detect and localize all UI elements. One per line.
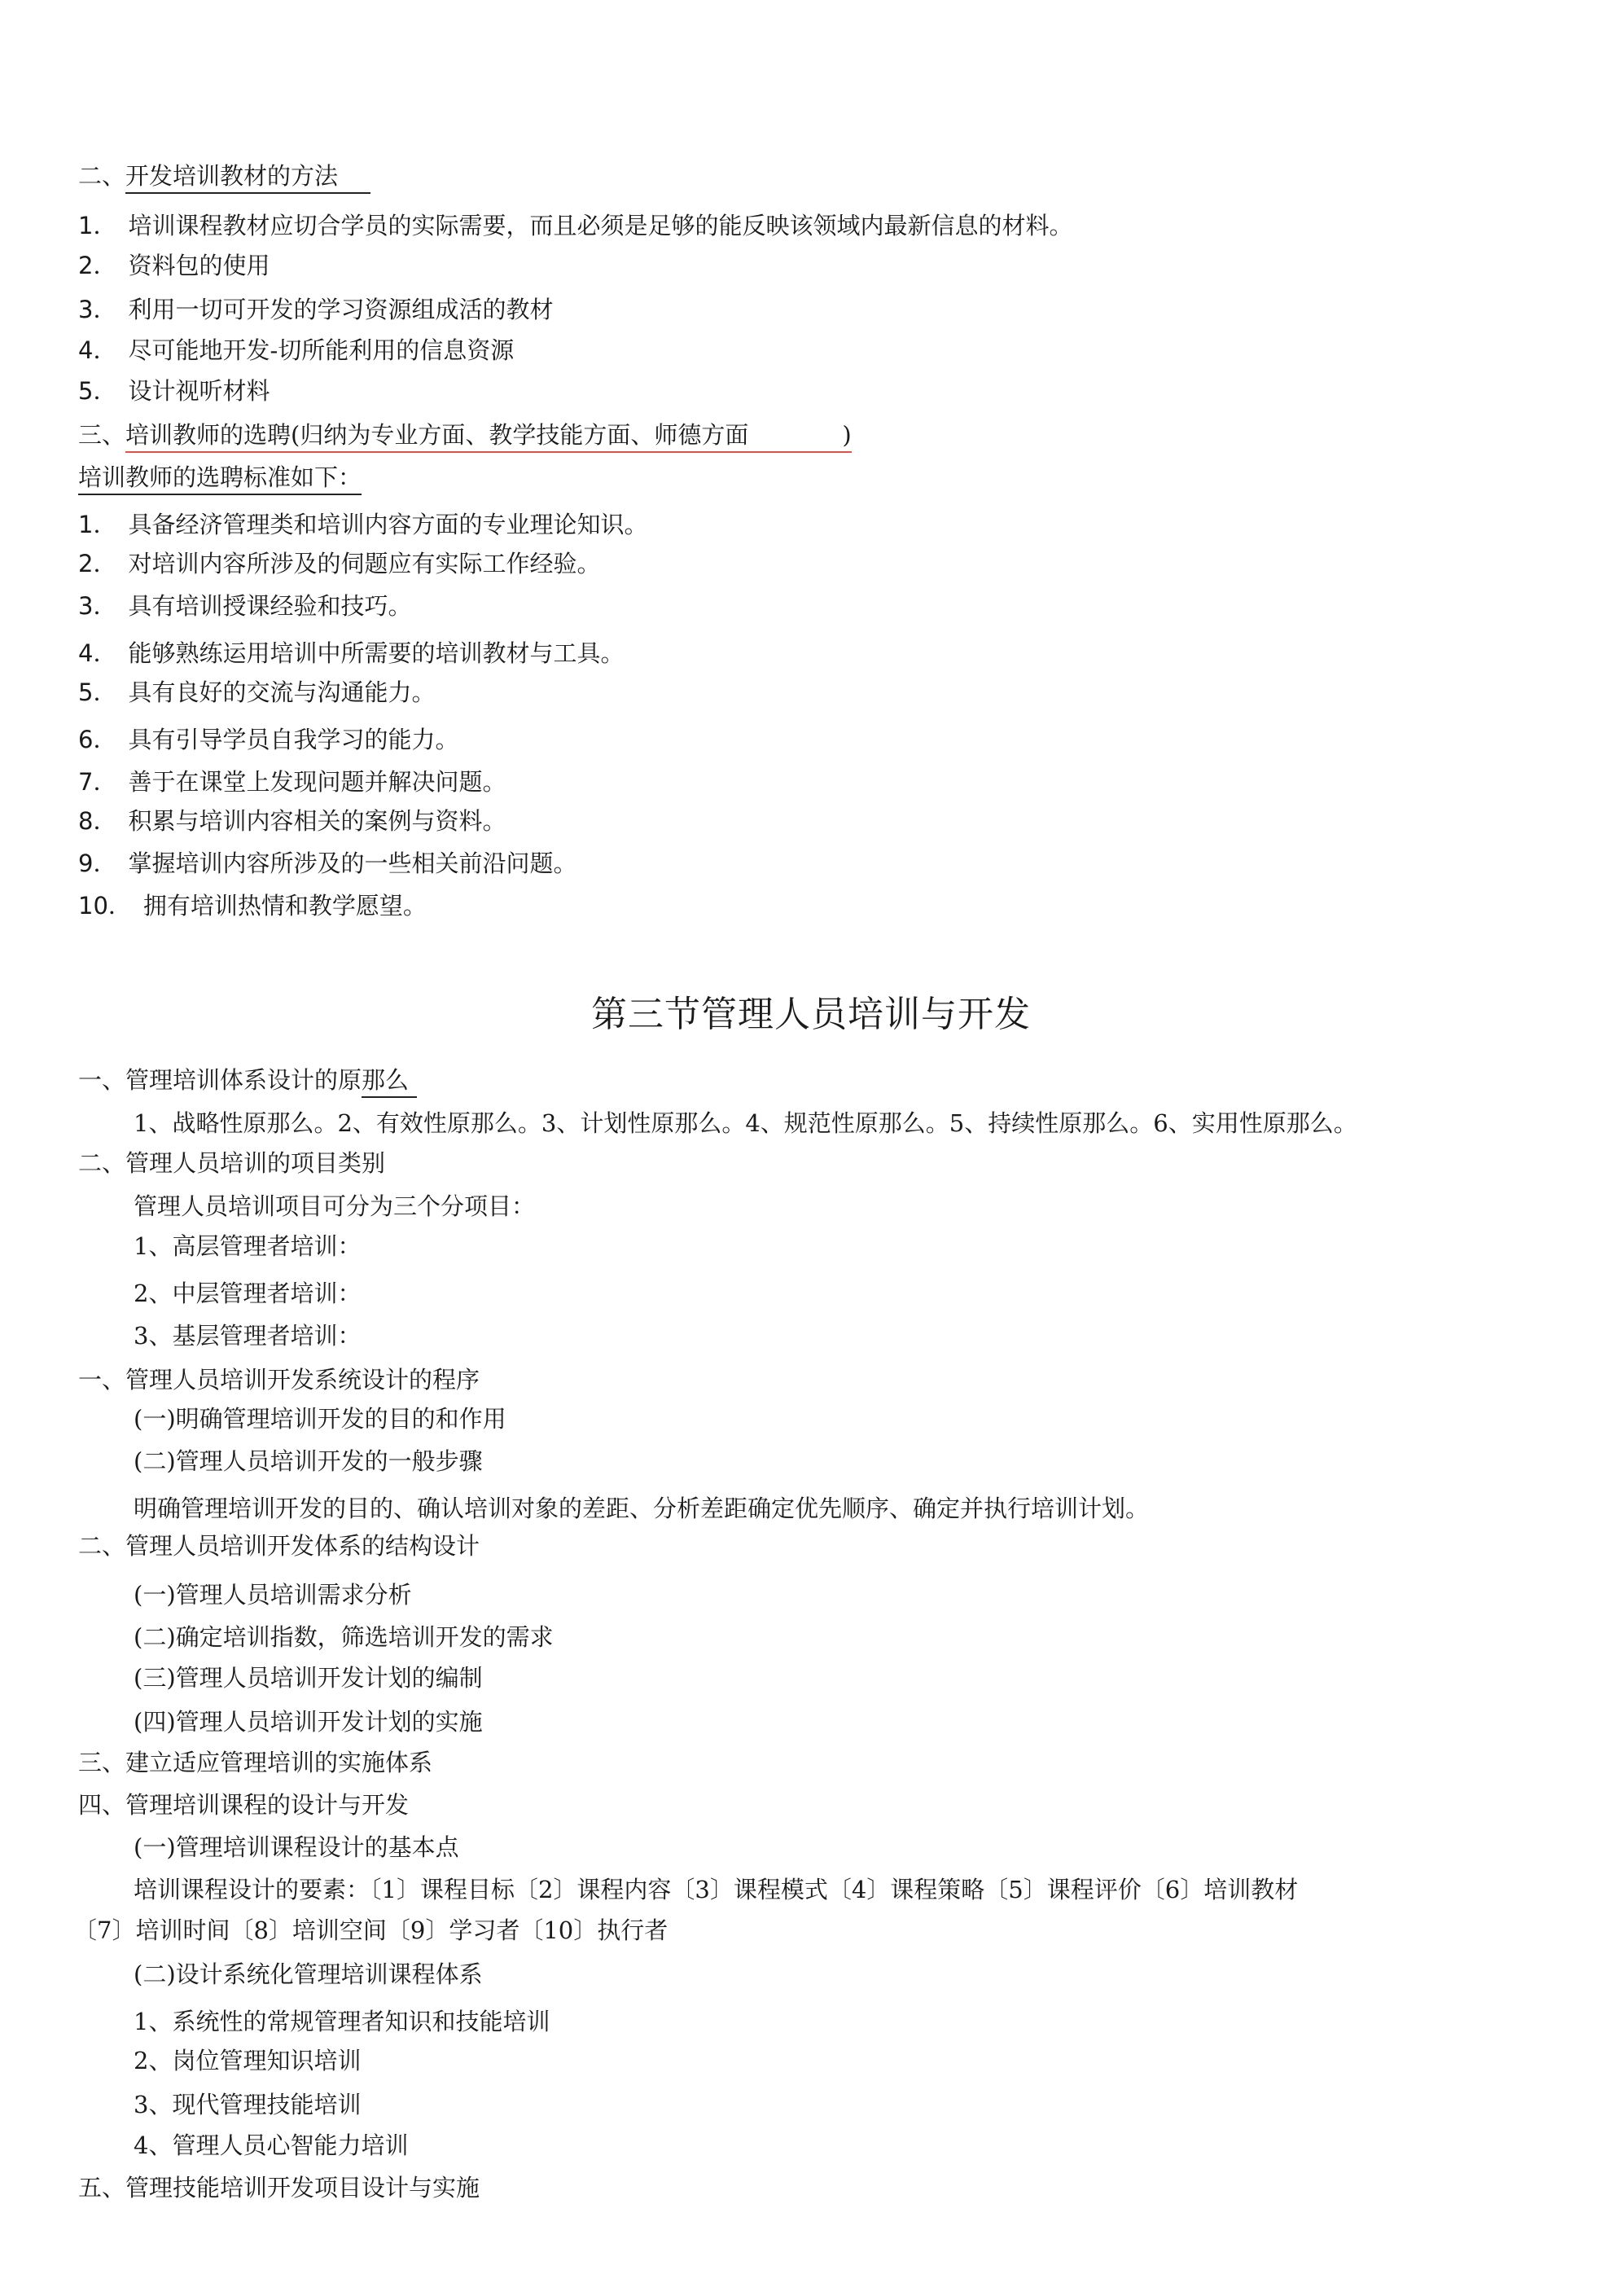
- section-heading: 二、管理人员培训开发体系的结构设计: [78, 1532, 480, 1560]
- list-item: 7． 善于在课堂上发现问题并解决问题。: [78, 768, 506, 796]
- standard-label: 培训教师的选聘标准如下：: [78, 463, 362, 492]
- section-heading: 五、管理技能培训开发项目设计与实施: [78, 2174, 480, 2202]
- list-item: (二)确定培训指数，筛选培训开发的需求: [134, 1623, 554, 1651]
- paragraph: 明确管理培训开发的目的、确认培训对象的差距、分析差距确定优先顺序、确定并执行培训计划。: [134, 1495, 1150, 1522]
- list-item: 2、岗位管理知识培训: [134, 2047, 362, 2074]
- list-item: (二)设计系统化管理培训课程体系: [134, 1960, 483, 1988]
- heading-text: 开发培训教材的方法: [125, 162, 370, 194]
- list-item: 4． 能够熟练运用培训中所需要的培训教材与工具。: [78, 639, 625, 667]
- section-heading: 四、管理培训课程的设计与开发: [78, 1791, 410, 1819]
- list-item: 3． 利用一切可开发的学习资源组成活的教材: [78, 296, 554, 323]
- list-item: 4、管理人员心智能力培训: [134, 2131, 409, 2159]
- list-item: 6． 具有引导学员自我学习的能力。: [78, 726, 459, 753]
- list-item: 4． 尽可能地开发-切所能利用的信息资源: [78, 336, 515, 364]
- heading-prefix: 二、: [78, 162, 126, 190]
- section-heading: 二、管理人员培训的项目类别: [78, 1149, 386, 1177]
- list-item: 8． 积累与培训内容相关的案例与资料。: [78, 807, 506, 835]
- section-heading: 一、管理培训体系设计的原那么: [78, 1065, 417, 1095]
- chapter-title: 第三节管理人员培训与开发: [591, 994, 1031, 1035]
- list-item: 5． 设计视听材料: [78, 377, 270, 405]
- heading-prefix: 三、: [78, 421, 126, 449]
- list-item: 1、高层管理者培训：: [134, 1232, 362, 1260]
- list-item: 10． 拥有培训热情和教学愿望。: [78, 892, 427, 920]
- list-item: 9． 掌握培训内容所涉及的一些相关前沿问题。: [78, 849, 577, 877]
- list-item: 2． 资料包的使用: [78, 252, 270, 279]
- list-item: 1． 培训课程教材应切合学员的实际需要，而且必须是足够的能反映该领域内最新信息的材料。: [78, 212, 1073, 239]
- list-item: 2、中层管理者培训：: [134, 1280, 362, 1307]
- principles-text: 1、战略性原那么。2、有效性原那么。3、计划性原那么。4、规范性原那么。5、持续性原那么。6、实用性原那么。: [134, 1109, 1357, 1137]
- list-item: (一)管理人员培训需求分析: [134, 1581, 412, 1609]
- list-item: 3、现代管理技能培训: [134, 2091, 362, 2118]
- paragraph: 管理人员培训项目可分为三个分项目：: [134, 1192, 536, 1220]
- section-heading-3: [78, 420, 852, 450]
- list-item: 1、系统性的常规管理者知识和技能培训: [134, 2008, 550, 2035]
- list-item: 2． 对培训内容所涉及的伺题应有实际工作经验。: [78, 550, 601, 577]
- heading-text: 培训教师的选聘(归纳为专业方面、教学技能方面、师德方面 ): [125, 421, 852, 453]
- list-item: (一)管理培训课程设计的基本点: [134, 1833, 459, 1861]
- list-item: (四)管理人员培训开发计划的实施: [134, 1708, 483, 1736]
- paragraph: 培训课程设计的要素：〔1〕课程目标〔2〕课程内容〔3〕课程模式〔4〕课程策略〔5〕课程评价〔6〕培训教材: [134, 1876, 1299, 1903]
- paragraph: 〔7〕培训时间〔8〕培训空间〔9〕学习者〔10〕执行者: [73, 1916, 669, 1944]
- section-heading: 三、建立适应管理培训的实施体系: [78, 1749, 433, 1776]
- list-item: 3． 具有培训授课经验和技巧。: [78, 592, 412, 620]
- section-heading-2: [78, 161, 370, 191]
- list-item: (三)管理人员培训开发计划的编制: [134, 1664, 483, 1692]
- section-heading: 一、管理人员培训开发系统设计的程序: [78, 1366, 480, 1394]
- list-item: (一)明确管理培训开发的目的和作用: [134, 1405, 506, 1433]
- list-item: 3、基层管理者培训：: [134, 1322, 362, 1350]
- list-item: (二)管理人员培训开发的一般步骤: [134, 1447, 483, 1475]
- list-item: 5． 具有良好的交流与沟通能力。: [78, 678, 436, 706]
- list-item: 1． 具备经济管理类和培训内容方面的专业理论知识。: [78, 511, 648, 538]
